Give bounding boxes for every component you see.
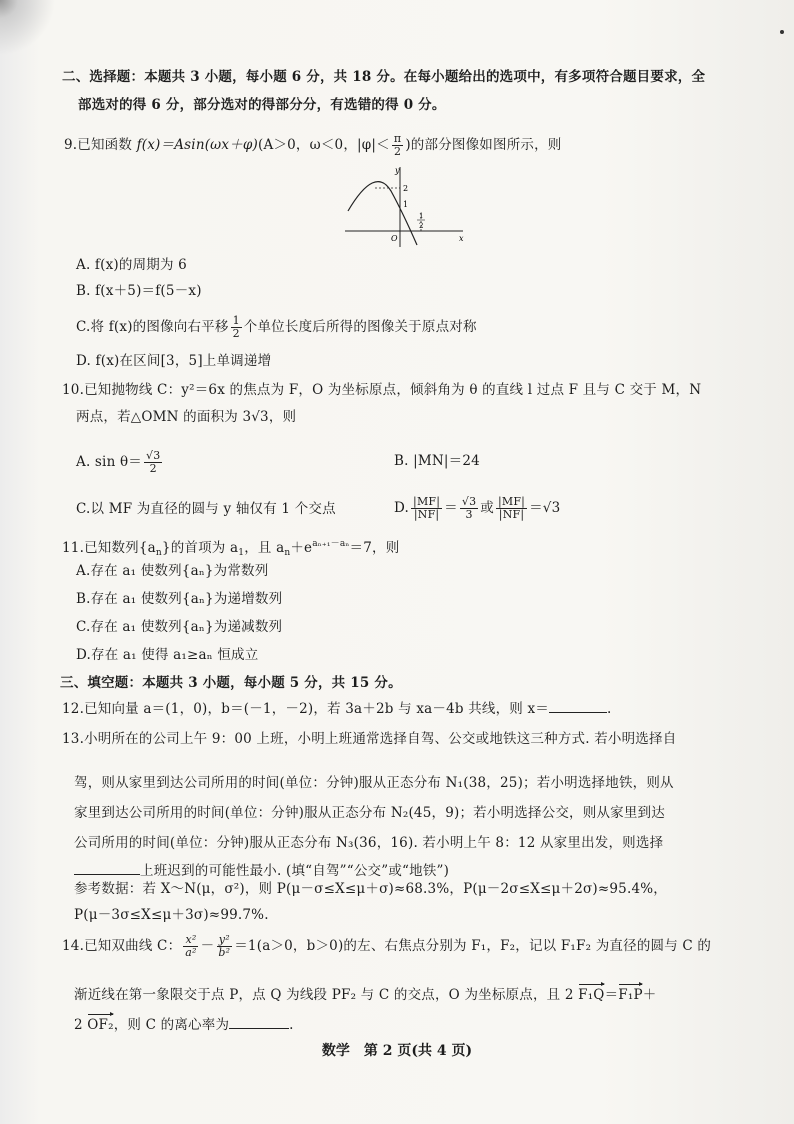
q14-line1-a: 14.已知双曲线 C：	[62, 938, 182, 954]
q11-stem-c: ，且 a	[244, 540, 285, 556]
q9-pi: π	[393, 132, 402, 145]
q12-text: 12.已知向量 a＝(1，0)，b＝(－1，－2)，若 3a＋2b 与 xa－4b 共线，则 x＝	[62, 701, 550, 717]
origin-label: O	[391, 234, 398, 243]
q11-stem-d: ＋e	[290, 540, 313, 556]
tick-half-num: 1	[419, 212, 424, 220]
q12-end: .	[607, 701, 612, 717]
q11-stem-b: }的首项为 a	[161, 540, 239, 556]
page-footer: 数学 第 2 页(共 4 页)	[321, 1043, 473, 1059]
q11-exponent: aₙ₊₁－aₙ	[312, 539, 350, 549]
q12	[62, 700, 612, 718]
q14-b2: b²	[218, 946, 231, 959]
q9-two: 2	[394, 145, 402, 158]
q10-option-a-prefix: A. sin θ＝	[76, 454, 142, 470]
q13-line2: 驾，则从家里到达公司所用的时间(单位：分钟)服从正态分布 N₁(38，25)；若小明选择地铁，则从	[74, 775, 674, 791]
q10-stem: 10.已知抛物线 C：y²＝6x 的焦点为 F，O 为坐标原点，倾斜角为 θ 的直线 l 过点 F 且与 C 交于 M，N	[62, 382, 702, 398]
tick-1: 1	[403, 200, 409, 209]
q14-minus: －	[200, 938, 215, 954]
q9-option-d: D. f(x)在区间[3，5]上单调递增	[76, 353, 272, 369]
section2-title-cont: 部选对的得 6 分，部分选对的得部分分，有选错的得 0 分。	[78, 97, 446, 113]
q14-plus: ＋	[642, 987, 657, 1003]
q9-function: f(x)＝Asin(ωx＋φ)	[136, 137, 259, 153]
q11-option-d: D.存在 a₁ 使得 a₁≥aₙ 恒成立	[76, 647, 259, 663]
q10-option-d-num3: |MF|	[497, 495, 526, 508]
q10-option-d-den1: |NF|	[413, 508, 440, 521]
q13-line5-text: 上班迟到的可能性最小. (填“自驾”“公交”或“地铁”)	[140, 863, 450, 879]
q11-stem-a: 11.已知数列{a	[62, 540, 156, 556]
q11-option-b: B.存在 a₁ 使数列{aₙ}为递增数列	[76, 591, 283, 607]
q10-option-a-den: 2	[149, 462, 157, 475]
tick-half-den: 2	[419, 222, 424, 230]
q9-option-c	[76, 315, 477, 340]
q10-option-d	[394, 496, 560, 521]
q14-vector-of2: OF₂	[87, 1017, 114, 1033]
q13-line3: 家里到达公司所用的时间(单位：分钟)服从正态分布 N₂(45，9)；若小明选择公交，则从家里到达	[74, 805, 665, 821]
q10-stem-cont: 两点，若△OMN 的面积为 3√3，则	[76, 409, 297, 425]
q10-option-a-num: √3	[146, 449, 161, 462]
q13-line6: 参考数据：若 X～N(μ，σ²)，则 P(μ－σ≤X≤μ＋σ)≈68.3%，P(μ－2σ≤X≤μ＋2σ)≈95.4%，	[74, 881, 667, 897]
section2-title: 二、选择题：本题共 3 小题，每小题 6 分，共 18 分。在每小题给出的选项中，有多项符合题目要求，全	[62, 69, 706, 85]
q10-option-d-frac1	[411, 496, 442, 521]
q10-option-d-end: ＝√3	[529, 500, 561, 516]
scan-speck	[780, 30, 784, 34]
q10-option-d-frac3	[496, 496, 527, 521]
scan-shadow	[0, 0, 60, 60]
q14-y2: y²	[218, 933, 230, 946]
q9-option-c-den: 2	[232, 327, 240, 340]
q14-line1-b: ＝1(a＞0，b＞0)的左、右焦点分别为 F₁，F₂，记以 F₁F₂ 为直径的圆与 C 的	[234, 938, 712, 954]
q11-sub-1: 1	[238, 548, 245, 558]
q10-option-d-eq: ＝	[444, 500, 458, 516]
q14-line3	[74, 1016, 294, 1034]
q14-line2-a: 渐近线在第一象限交于点 P，点 Q 为线段 PF₂ 与 C 的交点，O 为坐标原点，且 2	[74, 987, 579, 1003]
q13-line7: P(μ－3σ≤X≤μ＋3σ)≈99.7%.	[74, 907, 269, 923]
x-label: x	[459, 234, 464, 243]
q10-option-d-num1: |MF|	[413, 495, 441, 508]
q13-answer-blank	[74, 874, 140, 875]
q9-option-a: A. f(x)的周期为 6	[76, 257, 187, 273]
q11-sub-n2: n	[284, 548, 291, 558]
q10-option-d-frac2	[460, 496, 478, 521]
q9-stem-prefix: 9.已知函数	[64, 137, 137, 153]
q14-line3-b: ，则 C 的离心率为	[113, 1017, 230, 1033]
q14-x2: x²	[185, 933, 197, 946]
section3-title: 三、填空题：本题共 3 小题，每小题 5 分，共 15 分。	[60, 675, 402, 691]
q10-option-d-num2: √3	[461, 495, 477, 508]
q9-pi-fraction	[392, 133, 403, 158]
q14-equals: ＝	[604, 987, 619, 1003]
q11-stem-e: ＝7，则	[349, 540, 400, 556]
q10-option-d-den3: |NF|	[498, 508, 525, 521]
q9-option-b: B. f(x＋5)＝f(5－x)	[76, 283, 202, 299]
q9-stem	[64, 133, 562, 158]
q9-option-c-prefix: C.将 f(x)的图像向右平移	[76, 319, 229, 335]
q13-line4: 公司所用的时间(单位：分钟)服从正态分布 N₃(36，16). 若小明上午 8：12 从家里出发，则选择	[74, 835, 664, 851]
q14-vector-f1q: F₁Q	[578, 987, 605, 1003]
q11-option-a: A.存在 a₁ 使数列{aₙ}为常数列	[76, 563, 269, 579]
q14-a2: a²	[185, 946, 197, 959]
q13-line1: 13.小明所在的公司上午 9：00 上班，小明上班通常选择自驾、公交或地铁这三种方式. 若小明选择自	[62, 731, 677, 747]
q11-option-c: C.存在 a₁ 使数列{aₙ}为递减数列	[76, 619, 283, 635]
q14-answer-blank	[229, 1028, 289, 1029]
q10-option-d-or: 或	[480, 500, 494, 516]
q10-option-c: C.以 MF 为直径的圆与 y 轴仅有 1 个交点	[76, 501, 336, 517]
q12-answer-blank	[549, 712, 607, 713]
q14-y-frac	[216, 934, 232, 959]
q9-option-c-suffix: 个单位长度后所得的图像关于原点对称	[243, 319, 477, 335]
q10-option-a-fraction	[144, 450, 162, 475]
tick-2: 2	[403, 184, 409, 193]
q10-option-d-den2: 3	[465, 508, 473, 521]
q14-vector-f1p: F₁P	[618, 987, 643, 1003]
q13-line5	[74, 862, 449, 880]
q10-option-b: B. |MN|＝24	[394, 453, 480, 469]
q9-option-c-num: 1	[232, 314, 240, 327]
q14-line3-a: 2	[74, 1017, 88, 1033]
q9-condition: (A＞0，ω＜0，|φ|＜	[258, 137, 390, 153]
q10-option-d-prefix: D.	[394, 500, 410, 516]
q14-x-frac	[183, 934, 198, 959]
q11-sub-n: n	[155, 548, 162, 558]
q9-stem-suffix: )的部分图像如图所示，则	[405, 137, 562, 153]
q14-line2	[74, 986, 656, 1004]
q14-end: .	[289, 1017, 294, 1033]
q14-line1	[62, 934, 711, 959]
q10-option-a	[76, 450, 164, 475]
q9-option-c-fraction	[231, 315, 242, 340]
q9-graph	[345, 163, 470, 247]
q11-stem	[62, 535, 399, 562]
y-label: y	[395, 166, 400, 175]
